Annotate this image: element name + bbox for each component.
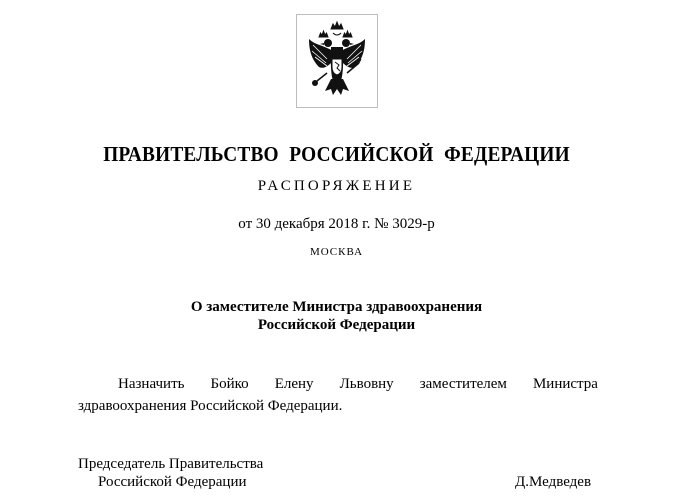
body-paragraph-line-2: здравоохранения Российской Федерации. [78, 398, 343, 414]
document-subject [0, 298, 673, 334]
document-type: РАСПОРЯЖЕНИЕ [257, 178, 416, 194]
coat-of-arms-frame [296, 14, 378, 108]
document-city: МОСКВА [309, 246, 364, 258]
russian-coat-of-arms-icon [297, 15, 377, 107]
body-paragraph-line-1 [118, 376, 598, 393]
signatory-position-line-1: Председатель Правительства [78, 456, 264, 472]
signatory-position-line-2: Российской Федерации [98, 474, 247, 490]
body-word: Министра [532, 376, 598, 392]
document-date-number: от 30 декабря 2018 г. № 3029-р [238, 216, 435, 232]
signatory-name: Д.Медведев [515, 474, 592, 490]
subject-line-2: Российской Федерации [257, 317, 416, 333]
body-word: заместителем [419, 376, 507, 392]
government-title: ПРАВИТЕЛЬСТВО РОССИЙСКОЙ ФЕДЕРАЦИИ [103, 142, 570, 166]
body-word: Назначить [118, 376, 185, 392]
body-word: Львовну [339, 376, 394, 392]
body-word: Бойко [210, 376, 249, 392]
subject-line-1: О заместителе Министра здравоохранения [190, 299, 483, 315]
body-word: Елену [274, 376, 314, 392]
